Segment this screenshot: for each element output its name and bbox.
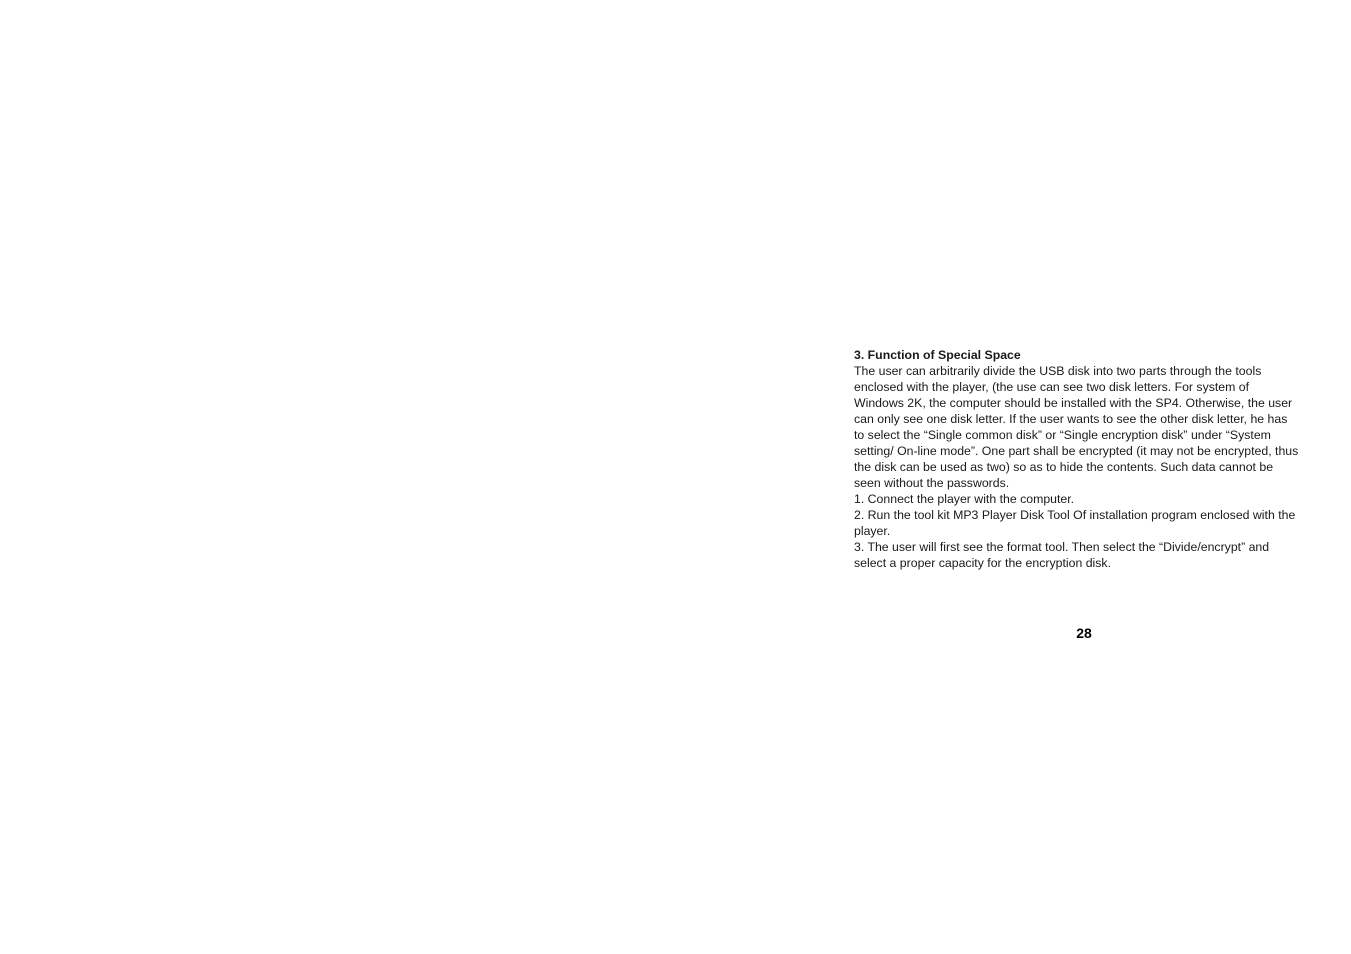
intro-line: can only see one disk letter. If the user wants to see the other disk letter, he has [854,412,1288,426]
step-2 [854,507,1316,539]
step-line: 2. Run the tool kit MP3 Player Disk Tool Of installation program enclosed with the [854,508,1296,522]
section-heading: 3. Function of Special Space [854,348,1021,362]
step-line: player. [854,524,891,538]
section-special-space [854,347,1316,571]
intro-line: to select the “Single common disk” or “Single encryption disk” under “System [854,428,1271,442]
step-line: 1. Connect the player with the computer. [854,492,1075,506]
intro-line: setting/ On-line mode”. One part shall be encrypted (it may not be encrypted, thus [854,444,1299,458]
step-1 [854,491,1316,507]
intro-line: seen without the passwords. [854,476,1010,490]
section-intro [854,363,1316,491]
intro-line: The user can arbitrarily divide the USB disk into two parts through the tools [854,364,1262,378]
intro-line: the disk can be used as two) so as to hide the contents. Such data cannot be [854,460,1274,474]
step-3 [854,539,1316,571]
intro-line: Windows 2K, the computer should be installed with the SP4. Otherwise, the user [854,396,1293,410]
step-line: select a proper capacity for the encryption disk. [854,556,1111,570]
intro-line: enclosed with the player, (the use can see two disk letters. For system of [854,380,1250,394]
step-line: 3. The user will first see the format tool. Then select the “Divide/encrypt” and [854,540,1270,554]
page-number: 28 [1076,625,1092,641]
